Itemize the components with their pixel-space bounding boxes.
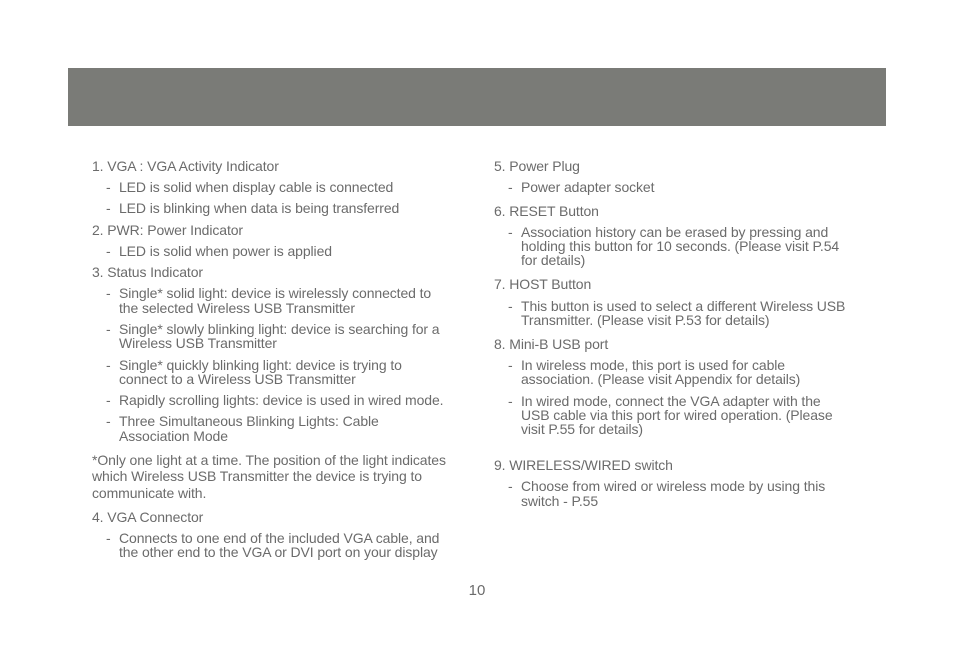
bullet-dash: -	[508, 224, 513, 240]
section-2-title: 2. PWR: Power Indicator	[92, 222, 243, 238]
section-4-bullet-1-line-2: the other end to the VGA or DVI port on your display	[119, 544, 438, 560]
bullet-dash: -	[106, 413, 111, 429]
bullet-dash: -	[508, 298, 513, 314]
bullet-dash: -	[508, 357, 513, 373]
bullet-dash: -	[508, 179, 513, 195]
bullet-dash: -	[106, 243, 111, 259]
section-8-bullet-2-line-3: visit P.55 for details)	[521, 421, 643, 437]
section-9-bullet-1-line-1: Choose from wired or wireless mode by using this	[521, 478, 826, 494]
section-3-bullet-5-line-1: Three Simultaneous Blinking Lights: Cable	[119, 413, 379, 429]
bullet-dash: -	[106, 392, 111, 408]
section-3-title: 3. Status Indicator	[92, 264, 203, 280]
section-7-bullet-1-line-2: Transmitter. (Please visit P.53 for details)	[521, 312, 770, 328]
section-3-bullet-1-line-2: the selected Wireless USB Transmitter	[119, 300, 355, 316]
section-2-bullet-1: LED is solid when power is applied	[119, 243, 332, 259]
section-6-bullet-1-line-2: holding this button for 10 seconds. (Please visit P.54	[521, 238, 840, 254]
section-8-bullet-2-line-2: USB cable via this port for wired operation. (Please	[521, 407, 833, 423]
section-7-title: 7. HOST Button	[494, 276, 592, 292]
section-9-bullet-1-line-2: switch - P.55	[521, 493, 599, 509]
bullet-dash: -	[508, 393, 513, 409]
section-3-bullet-1-line-1: Single* solid light: device is wirelessly connected to	[119, 285, 432, 301]
section-6-bullet-1-line-1: Association history can be erased by pressing and	[521, 224, 829, 240]
bullet-dash: -	[508, 478, 513, 494]
bullet-dash: -	[106, 285, 111, 301]
bullet-dash: -	[106, 200, 111, 216]
footnote-line-2: which Wireless USB Transmitter the device is trying to	[92, 468, 422, 484]
section-3-bullet-5-line-2: Association Mode	[119, 428, 228, 444]
section-1-bullet-2: LED is blinking when data is being transferred	[119, 200, 400, 216]
bullet-dash: -	[106, 530, 111, 546]
section-8-bullet-2-line-1: In wired mode, connect the VGA adapter with the	[521, 393, 821, 409]
section-1-bullet-1: LED is solid when display cable is connected	[119, 179, 394, 195]
section-6-title: 6. RESET Button	[494, 203, 599, 219]
section-8-bullet-1-line-2: association. (Please visit Appendix for details)	[521, 371, 801, 387]
header-bar	[68, 68, 886, 126]
section-3-bullet-2-line-2: Wireless USB Transmitter	[119, 335, 277, 351]
bullet-dash: -	[106, 357, 111, 373]
footnote-line-1: *Only one light at a time. The position of the light indicates	[92, 452, 446, 468]
section-3-bullet-3-line-2: connect to a Wireless USB Transmitter	[119, 371, 356, 387]
section-1-title: 1. VGA : VGA Activity Indicator	[92, 158, 279, 174]
section-7-bullet-1-line-1: This button is used to select a different Wireless USB	[521, 298, 846, 314]
section-5-title: 5. Power Plug	[494, 158, 580, 174]
section-8-bullet-1-line-1: In wireless mode, this port is used for cable	[521, 357, 785, 373]
section-5-bullet-1: Power adapter socket	[521, 179, 655, 195]
page-number: 10	[468, 582, 486, 599]
section-4-bullet-1-line-1: Connects to one end of the included VGA cable, and	[119, 530, 440, 546]
section-3-bullet-2-line-1: Single* slowly blinking light: device is searching for a	[119, 321, 440, 337]
section-9-title: 9. WIRELESS/WIRED switch	[494, 457, 673, 473]
section-3-bullet-3-line-1: Single* quickly blinking light: device is trying to	[119, 357, 402, 373]
footnote-line-3: communicate with.	[92, 485, 207, 501]
section-3-bullet-4: Rapidly scrolling lights: device is used in wired mode.	[119, 392, 444, 408]
bullet-dash: -	[106, 179, 111, 195]
section-6-bullet-1-line-3: for details)	[521, 252, 586, 268]
section-4-title: 4. VGA Connector	[92, 509, 204, 525]
bullet-dash: -	[106, 321, 111, 337]
section-8-title: 8. Mini-B USB port	[494, 336, 609, 352]
